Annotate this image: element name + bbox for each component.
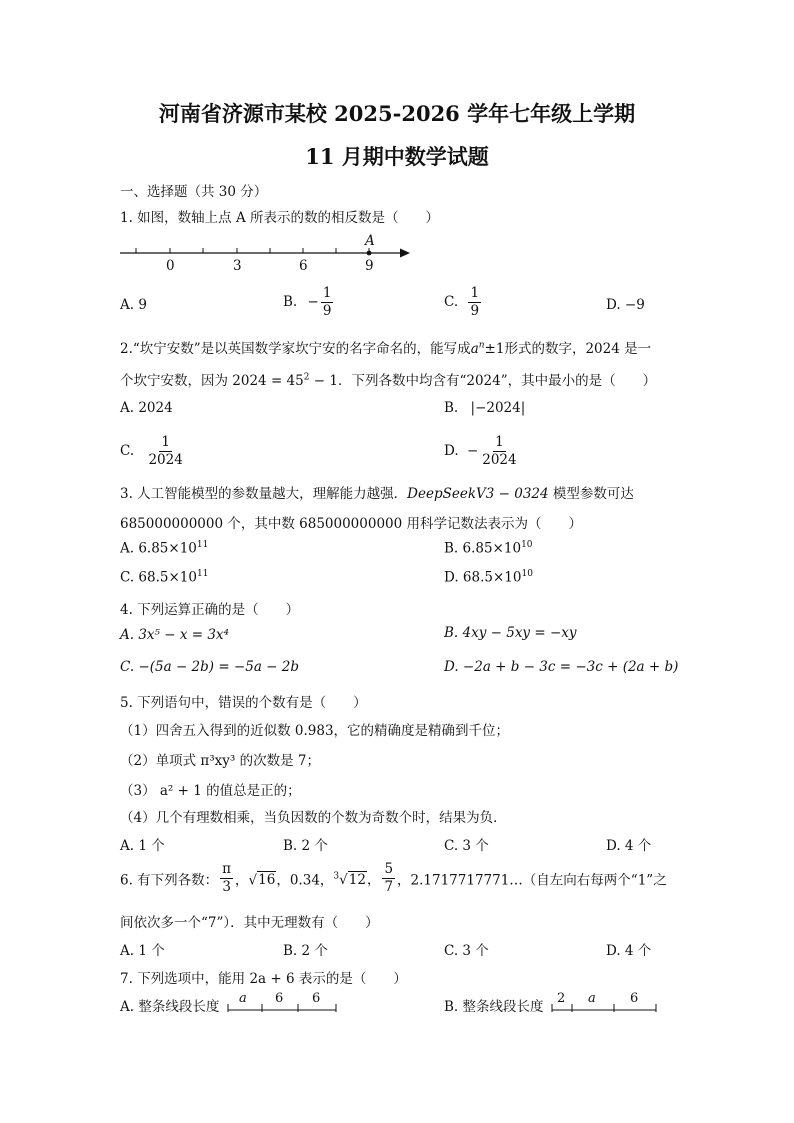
q7a-segment-3-label: 6 xyxy=(312,991,321,1006)
fraction-denominator: 3 xyxy=(222,878,231,895)
q3-option-d-exp: 10 xyxy=(521,569,533,579)
q5-statement-4: （4）几个有理数相乘，当负因数的个数为奇数个时，结果为负． xyxy=(120,810,507,826)
q5-option-b[interactable]: B. 2 个 xyxy=(283,838,328,854)
q5-option-c[interactable]: C. 3 个 xyxy=(444,838,489,854)
q2-stem-expr: a xyxy=(470,341,479,357)
q2-option-b-value: |−2024| xyxy=(470,400,526,416)
q2-option-c-prefix: C. xyxy=(120,442,135,459)
q2-option-d-sign: − xyxy=(466,443,479,460)
q6-option-a[interactable]: A. 1 个 xyxy=(120,943,165,959)
fraction-numerator: 1 xyxy=(161,434,170,450)
q6-option-c[interactable]: C. 3 个 xyxy=(444,943,489,959)
q6-option-d[interactable]: D. 4 个 xyxy=(606,943,652,959)
q6-cbrt-radicand: 12 xyxy=(348,872,366,889)
q2-stem-a: 2.“坎宁安数”是以英国数学家坎宁安的名字命名的，能写成 xyxy=(120,341,471,357)
q6-stem-a: 6. 有下列各数： xyxy=(120,872,219,889)
q3-option-b-text: B. 6.85×10 xyxy=(444,540,522,557)
q7-stem: 7. 下列选项中，能用 2a + 6 表示的是（ ） xyxy=(120,971,407,987)
tick-label-3: 3 xyxy=(233,258,242,274)
point-a-label: A xyxy=(365,233,375,249)
fraction-numerator: 1 xyxy=(495,434,504,450)
q7-option-a[interactable]: A. 整条线段长度 xyxy=(120,999,220,1015)
page-title-line1: 河南省济源市某校 2025-2026 学年七年级上学期 xyxy=(158,101,636,126)
q4-option-a[interactable]: A. 3x⁵ − x = 3x⁴ xyxy=(120,627,229,643)
q6-stem-line2: 间依次多一个“7”）．其中无理数有（ ） xyxy=(120,915,379,931)
tick-label-6: 6 xyxy=(299,258,308,274)
q4-stem: 4. 下列运算正确的是（ ） xyxy=(120,602,300,618)
q1-stem: 1. 如图，数轴上点 A 所表示的数的相反数是（ ） xyxy=(120,210,440,226)
tick-label-9: 9 xyxy=(365,258,374,274)
q6-sep-1: ，√16 xyxy=(235,872,276,889)
q1-option-b-prefix: B. xyxy=(283,293,298,310)
q3-option-b-exp: 10 xyxy=(521,540,533,550)
q2-stem-b: ±1形式的数字，2024 是一 xyxy=(484,341,652,357)
q7b-segment-2-label: a xyxy=(588,991,596,1006)
q3-option-d-text: D. 68.5×10 xyxy=(444,569,522,586)
q2-stem-c-exp: 2 xyxy=(303,372,310,383)
q3-stem-model: DeepSeekV3 − 0324 xyxy=(407,486,549,502)
fraction-numerator: 1 xyxy=(470,285,480,301)
q2-option-a[interactable]: A. 2024 xyxy=(120,400,173,416)
q5-stem: 5. 下列语句中，错误的个数有是（ ） xyxy=(120,695,367,711)
q3-stem-a: 3. 人工智能模型的参数量越大，理解能力越强． xyxy=(120,486,408,502)
q6-stem-b: ，2.1717717771…（自左向右每两个“1”之 xyxy=(397,872,667,889)
q3-option-a-exp: 11 xyxy=(196,540,209,550)
q6-option-b[interactable]: B. 2 个 xyxy=(283,943,328,959)
q5-option-a[interactable]: A. 1 个 xyxy=(120,838,165,854)
fraction-numerator: 1 xyxy=(322,285,332,301)
fraction-denominator: 9 xyxy=(470,302,480,319)
q3-option-c-text: C. 68.5×10 xyxy=(120,569,197,586)
q5-option-d[interactable]: D. 4 个 xyxy=(606,838,652,854)
q2-stem-c: 个坎宁安数，因为 2024 = 45 xyxy=(120,373,304,389)
tick-label-0: 0 xyxy=(166,258,175,274)
q2-stem-exp: n xyxy=(478,340,485,351)
q6-cbrt-index: 3 xyxy=(333,871,340,882)
q5-statement-1: （1）四舍五入得到的近似数 0.983，它的精确度是精确到千位； xyxy=(120,723,510,739)
fraction-numerator: π xyxy=(222,861,232,877)
q7a-segment-1-label: a xyxy=(239,991,247,1006)
fraction-numerator: 5 xyxy=(384,861,394,877)
q7a-segment-2-label: 6 xyxy=(275,991,284,1006)
q3-stem-line2: 685000000000 个，其中数 685000000000 用科学记数法表示为（ ） xyxy=(120,516,583,532)
q1-option-c-prefix: C. xyxy=(444,293,459,310)
q1-option-d[interactable]: D. −9 xyxy=(606,297,645,313)
fraction-denominator: 9 xyxy=(322,302,332,319)
q7-option-b[interactable]: B. 整条线段长度 xyxy=(444,999,544,1015)
q4-option-c[interactable]: C. −(5a − 2b) = −5a − 2b xyxy=(120,659,300,675)
q1-option-b-sign: − xyxy=(307,294,319,311)
q2-stem-d: − 1．下列各数中均含有“2024”，其中最小的是（ ） xyxy=(309,373,657,389)
section-heading: 一、选择题（共 30 分） xyxy=(120,184,268,200)
q6-sqrt-radicand: 16 xyxy=(258,872,276,889)
q7b-segment-3-label: 6 xyxy=(630,991,639,1006)
q7b-segment-1-label: 2 xyxy=(557,991,566,1006)
q4-option-d[interactable]: D. −2a + b − 3c = −3c + (2a + b) xyxy=(444,659,679,675)
q4-option-b[interactable]: B. 4xy − 5xy = −xy xyxy=(444,625,577,641)
q1-option-a[interactable]: A. 9 xyxy=(120,297,147,313)
q6-decimal: ，0.34， xyxy=(276,872,334,889)
q3-option-a-text: A. 6.85×10 xyxy=(120,540,197,557)
fraction-denominator: 7 xyxy=(384,878,394,895)
q3-stem-b: 模型参数可达 xyxy=(548,486,634,502)
fraction-denominator: 2024 xyxy=(148,451,183,468)
fraction-denominator: 2024 xyxy=(482,451,517,468)
q2-option-d-prefix: D. xyxy=(444,442,459,459)
q2-option-b-prefix: B. xyxy=(444,400,459,416)
page-title-line2: 11 月期中数学试题 xyxy=(305,144,489,169)
q5-statement-3: （3） a² + 1 的值总是正的； xyxy=(120,783,301,799)
q5-statement-2: （2）单项式 π³xy³ 的次数是 7； xyxy=(120,753,320,769)
q6-cbrt: $^3$√12， xyxy=(333,871,381,889)
q3-option-c-exp: 11 xyxy=(196,569,209,579)
